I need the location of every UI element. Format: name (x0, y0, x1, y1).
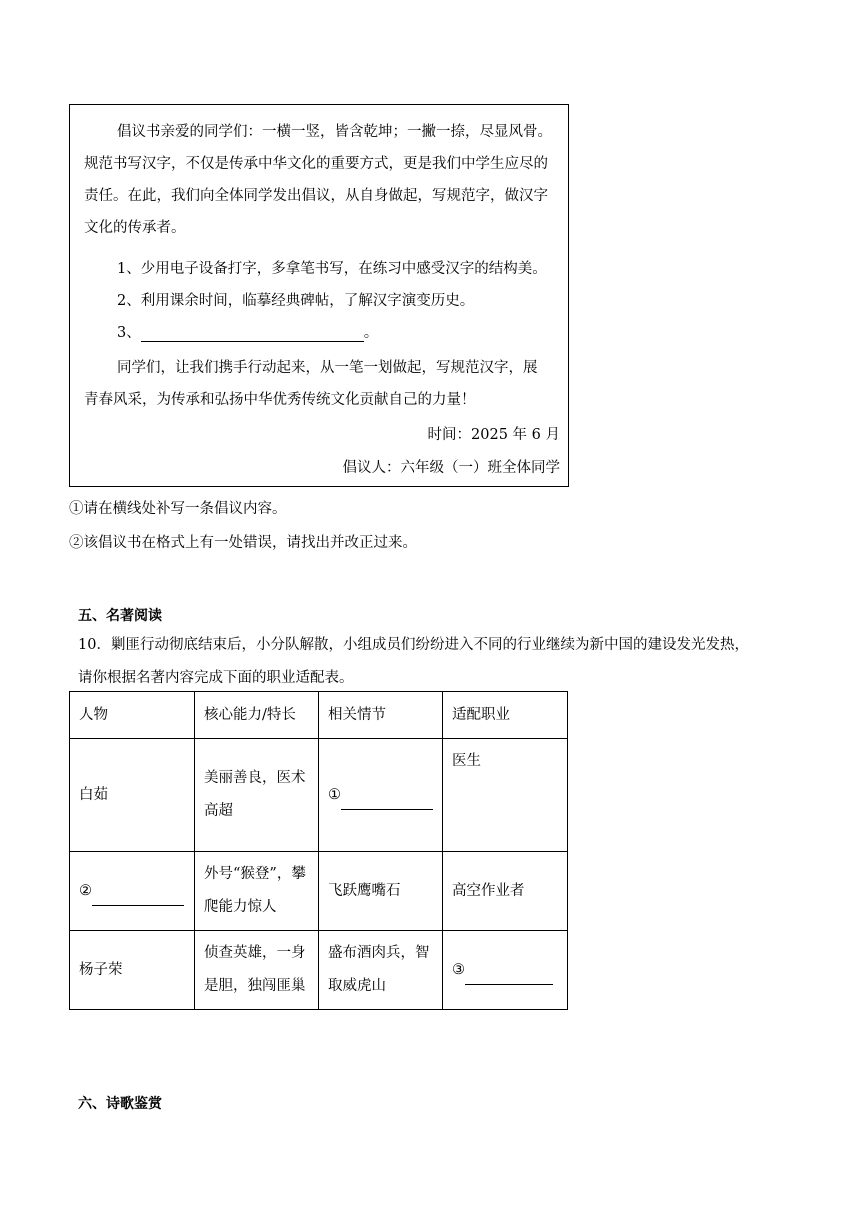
proposal-line-1: 倡议书亲爱的同学们：一横一竖，皆含乾坤；一撇一捺，尽显风骨。 (117, 124, 552, 140)
header-person: 人物 (79, 707, 108, 723)
blank-marker-2: ② (79, 883, 92, 899)
career-answer-blank[interactable] (465, 969, 553, 985)
proposal-signer: 倡议人：六年级（一）班全体同学 (342, 460, 560, 476)
question-10-line-1: 10．剿匪行动彻底结束后，小分队解散，小组成员们纷纷进入不同的行业继续为新中国的建设发光发热， (78, 637, 749, 653)
proposal-line-4: 文化的传承者。 (84, 220, 186, 236)
table-cell (195, 931, 319, 1010)
table-row (70, 931, 568, 1010)
blank-marker-1: ① (328, 787, 341, 803)
item-3-suffix: 。 (363, 325, 379, 341)
table-row (70, 852, 568, 931)
table-row (70, 739, 568, 852)
person-name: 杨子荣 (79, 962, 123, 978)
header-cell (195, 692, 319, 739)
person-name: 白茹 (79, 787, 108, 803)
proposal-letter-box (69, 104, 569, 487)
career-answer-3 (452, 955, 553, 985)
question-2: ②该倡议书在格式上有一处错误，请找出并改正过来。 (69, 535, 417, 551)
plot-text-1: 盛布酒肉兵，智 (328, 945, 430, 961)
header-career: 适配职业 (452, 707, 510, 723)
section-5-title: 五、名著阅读 (78, 608, 162, 624)
proposal-date: 时间：2025 年 6 月 (427, 427, 560, 443)
table-cell (195, 852, 319, 931)
table-cell (319, 739, 443, 852)
proposal-closing-1: 同学们，让我们携手行动起来，从一笔一划做起，写规范汉字，展 (117, 360, 538, 376)
career-text: 高空作业者 (452, 883, 525, 899)
ability-text-1: 美丽善良，医术 (204, 770, 306, 786)
table-cell (319, 852, 443, 931)
header-cell (319, 692, 443, 739)
proposal-item-1: 1、少用电子设备打字，多拿笔书写，在练习中感受汉字的结构美。 (117, 261, 547, 277)
item-3-answer-blank[interactable] (141, 327, 364, 342)
plot-answer-1 (328, 780, 433, 810)
proposal-closing-2: 青春风采，为传承和弘扬中华优秀传统文化贡献自己的力量！ (84, 392, 476, 408)
ability-text-1: 侦查英雄，一身 (204, 945, 306, 961)
table-cell (443, 931, 568, 1010)
career-match-table (69, 691, 568, 1010)
ability-text-2: 高超 (204, 803, 233, 819)
ability-text-2: 爬能力惊人 (204, 899, 277, 915)
person-answer-blank[interactable] (92, 890, 184, 906)
plot-answer-blank[interactable] (341, 794, 433, 810)
person-answer-2 (79, 876, 184, 906)
table-cell (70, 852, 195, 931)
plot-text-2: 取威虎山 (328, 978, 386, 994)
header-cell (70, 692, 195, 739)
header-plot: 相关情节 (328, 707, 386, 723)
proposal-line-3: 责任。在此，我们向全体同学发出倡议，从自身做起，写规范字，做汉字 (84, 188, 548, 204)
ability-text-2: 是胆，独闯匪巢 (204, 978, 306, 994)
proposal-item-3 (117, 321, 378, 342)
header-ability: 核心能力/特长 (204, 707, 296, 723)
question-1: ①请在横线处补写一条倡议内容。 (69, 501, 287, 517)
question-10-line-2: 请你根据名著内容完成下面的职业适配表。 (78, 670, 354, 686)
table-cell (319, 931, 443, 1010)
item-3-prefix: 3、 (117, 325, 141, 341)
table-cell (443, 739, 568, 852)
table-cell (443, 852, 568, 931)
career-text: 医生 (452, 753, 481, 769)
proposal-item-2: 2、利用课余时间，临摹经典碑帖，了解汉字演变历史。 (117, 293, 475, 309)
table-cell (195, 739, 319, 852)
ability-text-1: 外号“猴登”，攀 (204, 866, 306, 882)
section-6-title: 六、诗歌鉴赏 (78, 1096, 162, 1112)
plot-text: 飞跃鹰嘴石 (328, 883, 401, 899)
table-cell (70, 739, 195, 852)
blank-marker-3: ③ (452, 962, 465, 978)
table-cell (70, 931, 195, 1010)
proposal-line-2: 规范书写汉字，不仅是传承中华文化的重要方式，更是我们中学生应尽的 (84, 156, 548, 172)
table-header-row (70, 692, 568, 739)
header-cell (443, 692, 568, 739)
